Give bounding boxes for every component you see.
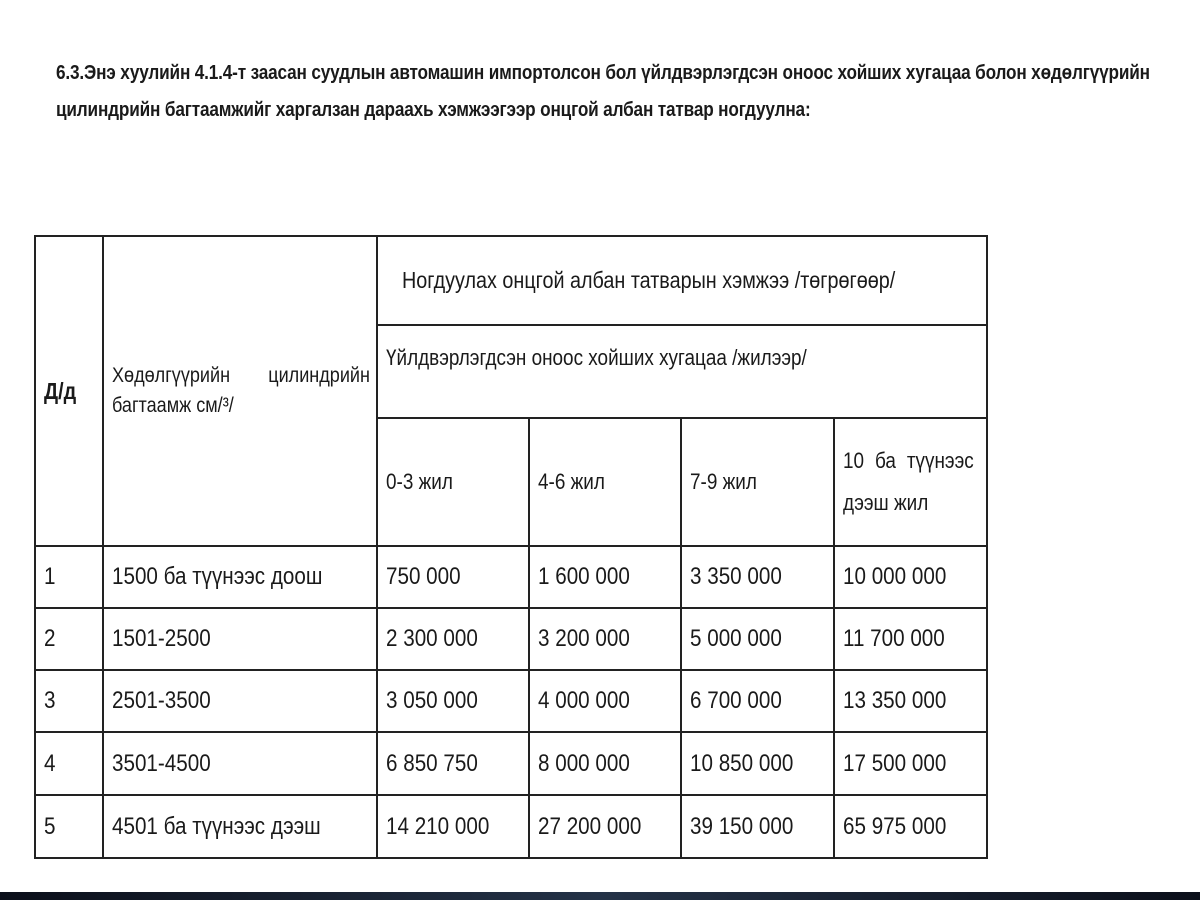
- intro-paragraph: [56, 55, 1150, 129]
- header-row-1: [35, 236, 987, 325]
- tax-cell-10-plus: 11 700 000: [834, 608, 987, 670]
- tax-cell-7-9: 6 700 000: [681, 670, 834, 732]
- row-index: 2: [35, 608, 103, 670]
- tax-rate-table: [34, 235, 988, 859]
- age-col-4-6: 4-6 жил: [529, 418, 681, 546]
- table-row: [35, 732, 987, 795]
- tax-cell-4-6: 4 000 000: [529, 670, 681, 732]
- tax-cell-0-3: 3 050 000: [377, 670, 529, 732]
- engine-capacity-cell: 3501-4500: [103, 732, 377, 795]
- tax-cell-0-3: 750 000: [377, 546, 529, 608]
- tax-cell-4-6: 27 200 000: [529, 795, 681, 858]
- tax-cell-4-6: 1 600 000: [529, 546, 681, 608]
- age-col-10-plus: 10 ба түүнээс дээш жил: [834, 418, 987, 546]
- tax-cell-0-3: 14 210 000: [377, 795, 529, 858]
- tax-cell-4-6: 8 000 000: [529, 732, 681, 795]
- intro-line-1: 6.3.Энэ хуулийн 4.1.4-т заасан суудлын автомашин импортолсон бол үйлдвэрлэгдсэн оноос хойших хугацаа болон хөдөлгүүрийн: [56, 62, 1150, 84]
- bottom-edge-bar: [0, 892, 1200, 900]
- row-index: 3: [35, 670, 103, 732]
- vehicle-age-header: Үйлдвэрлэгдсэн оноос хойших хугацаа /жилээр/: [377, 325, 987, 418]
- tax-cell-10-plus: 17 500 000: [834, 732, 987, 795]
- table-row: [35, 546, 987, 608]
- table-row: [35, 608, 987, 670]
- engine-capacity-column-header: Хөдөлгүүрийн цилиндрийн багтаамж см/³/: [103, 236, 377, 546]
- age-col-0-3: 0-3 жил: [377, 418, 529, 546]
- tax-cell-7-9: 5 000 000: [681, 608, 834, 670]
- intro-line-2: цилиндрийн багтаамжийг харгалзан дараахь хэмжээгээр онцгой албан татвар ногдуулна:: [56, 99, 811, 121]
- tax-cell-0-3: 2 300 000: [377, 608, 529, 670]
- engine-capacity-cell: 1500 ба түүнээс доош: [103, 546, 377, 608]
- tax-amount-header: Ногдуулах онцгой албан татварын хэмжээ /төгрөгөөр/: [377, 236, 987, 325]
- engine-capacity-cell: 4501 ба түүнээс дээш: [103, 795, 377, 858]
- table-row: [35, 670, 987, 732]
- tax-cell-10-plus: 10 000 000: [834, 546, 987, 608]
- tax-cell-0-3: 6 850 750: [377, 732, 529, 795]
- engine-capacity-cell: 2501-3500: [103, 670, 377, 732]
- tax-cell-4-6: 3 200 000: [529, 608, 681, 670]
- engine-capacity-cell: 1501-2500: [103, 608, 377, 670]
- row-index: 5: [35, 795, 103, 858]
- index-column-header: Д/д: [35, 236, 103, 546]
- age-col-7-9: 7-9 жил: [681, 418, 834, 546]
- table-row: [35, 795, 987, 858]
- tax-cell-7-9: 10 850 000: [681, 732, 834, 795]
- tax-cell-10-plus: 13 350 000: [834, 670, 987, 732]
- tax-cell-7-9: 3 350 000: [681, 546, 834, 608]
- tax-cell-10-plus: 65 975 000: [834, 795, 987, 858]
- row-index: 1: [35, 546, 103, 608]
- tax-cell-7-9: 39 150 000: [681, 795, 834, 858]
- row-index: 4: [35, 732, 103, 795]
